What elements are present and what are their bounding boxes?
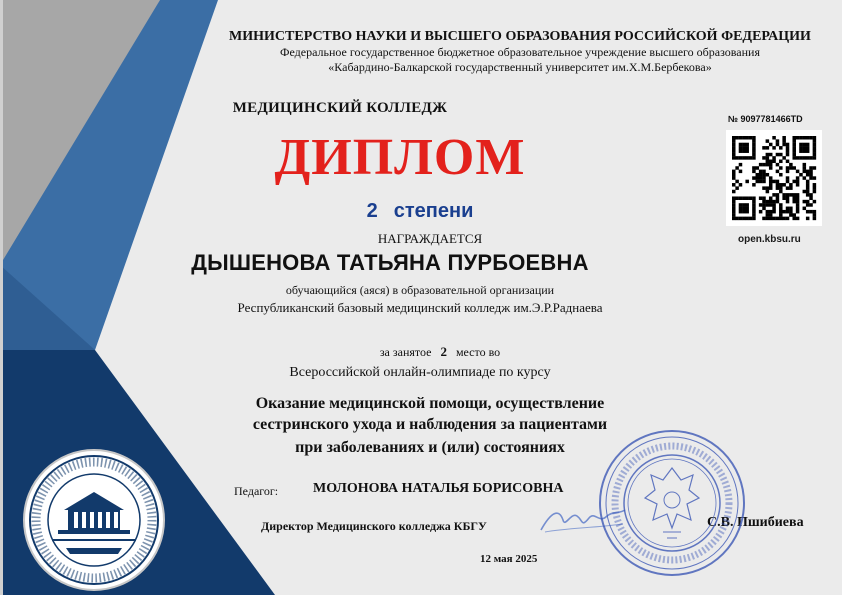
course-title-line2: сестринского ухода и наблюдения за пациентами bbox=[252, 416, 608, 433]
college-heading: МЕДИЦИНСКИЙ КОЛЛЕДЖ bbox=[232, 100, 448, 116]
olympiad-name: Всероссийской онлайн-олимпиаде по курсу bbox=[289, 365, 551, 380]
diploma-title: ДИПЛОМ bbox=[274, 129, 526, 186]
director-name: С.В. Пшибиева bbox=[707, 515, 804, 530]
teacher-name: МОЛОНОВА НАТАЛЬЯ БОРИСОВНА bbox=[313, 481, 564, 496]
place-line bbox=[280, 344, 600, 360]
director-title: Директор Медицинского колледжа КБГУ bbox=[261, 519, 487, 533]
place-suffix: место во bbox=[455, 345, 501, 359]
degree-number: 2 bbox=[366, 200, 378, 222]
university-name: «Кабардино-Балкарской государственный университет им.Х.М.Бербекова» bbox=[328, 60, 712, 74]
degree-label: степени bbox=[393, 200, 474, 222]
website-link[interactable]: open.kbsu.ru bbox=[738, 234, 801, 245]
awarded-label: НАГРАЖДАЕТСЯ bbox=[377, 231, 483, 246]
course-title-line3: при заболеваниях и (или) состояниях bbox=[295, 439, 565, 456]
place-number: 2 bbox=[440, 344, 447, 359]
place-prefix: за занятое bbox=[379, 345, 432, 359]
issue-date: 12 мая 2025 bbox=[480, 553, 538, 565]
recipient-status: обучающийся (аяся) в образовательной организации bbox=[285, 283, 555, 297]
recipient-name: ДЫШЕНОВА ТАТЬЯНА ПУРБОЕВНА bbox=[191, 250, 589, 275]
degree-line bbox=[240, 200, 600, 223]
course-title-line1: Оказание медицинской помощи, осуществление bbox=[255, 395, 605, 412]
serial-number: № 9097781466TD bbox=[728, 114, 803, 124]
teacher-label: Педагог: bbox=[234, 484, 279, 498]
ministry-heading: МИНИСТЕРСТВО НАУКИ И ВЫСШЕГО ОБРАЗОВАНИЯ РОССИЙСКОЙ ФЕДЕРАЦИИ bbox=[229, 29, 811, 44]
college-logo-icon bbox=[22, 448, 166, 592]
russian-eagle-seal-icon bbox=[597, 428, 747, 578]
institution-type: Федеральное государственное бюджетное образовательное учреждение высшего образования bbox=[280, 45, 760, 59]
recipient-school: Республиканский базовый медицинский колледж им.Э.Р.Раднаева bbox=[237, 300, 603, 315]
qr-code-icon[interactable] bbox=[726, 130, 822, 226]
